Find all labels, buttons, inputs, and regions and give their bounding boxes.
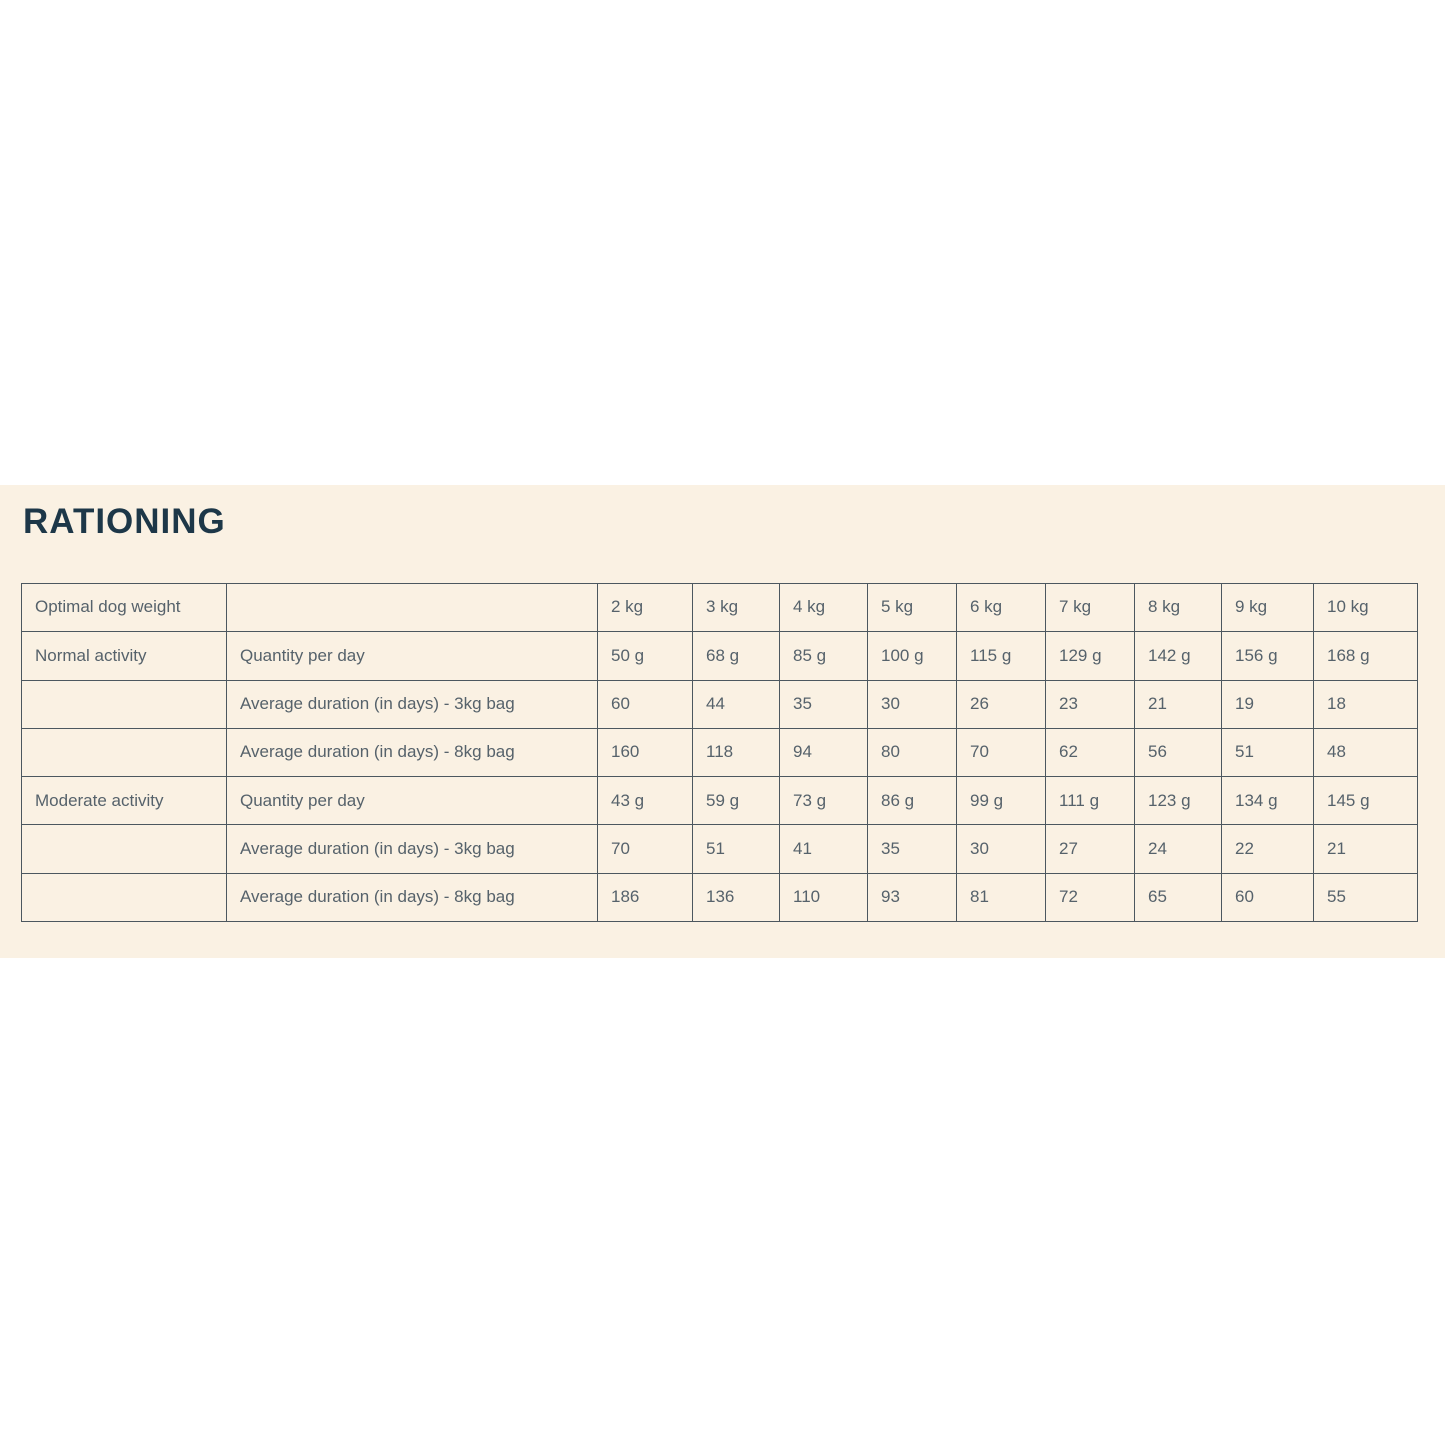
weight-header-cell: 10 kg [1314,584,1418,632]
table-row [22,777,1418,825]
weight-header-cell: 6 kg [957,584,1046,632]
value-cell: 123 g [1135,777,1222,825]
value-cell: 118 [693,728,780,776]
value-cell: 145 g [1314,777,1418,825]
activity-cell [22,825,227,873]
weight-header-cell: 9 kg [1222,584,1314,632]
value-cell: 72 [1046,873,1135,921]
value-cell: 51 [693,825,780,873]
activity-cell [22,728,227,776]
value-cell: 23 [1046,680,1135,728]
row-label-cell: Quantity per day [227,632,598,680]
value-cell: 81 [957,873,1046,921]
value-cell: 51 [1222,728,1314,776]
value-cell: 134 g [1222,777,1314,825]
row-label-cell: Average duration (in days) - 8kg bag [227,873,598,921]
value-cell: 80 [868,728,957,776]
weight-header-cell: 5 kg [868,584,957,632]
table-row [22,728,1418,776]
table-row [22,632,1418,680]
value-cell: 136 [693,873,780,921]
weight-header-cell: 2 kg [598,584,693,632]
table-row [22,680,1418,728]
value-cell: 30 [868,680,957,728]
value-cell: 27 [1046,825,1135,873]
value-cell: 93 [868,873,957,921]
value-cell: 111 g [1046,777,1135,825]
value-cell: 86 g [868,777,957,825]
value-cell: 129 g [1046,632,1135,680]
table-row [22,825,1418,873]
value-cell: 186 [598,873,693,921]
table-row [22,873,1418,921]
activity-cell [22,873,227,921]
rationing-table-body [22,584,1418,922]
value-cell: 48 [1314,728,1418,776]
value-cell: 70 [957,728,1046,776]
activity-cell: Moderate activity [22,777,227,825]
weight-header-cell: 8 kg [1135,584,1222,632]
row-label-cell: Average duration (in days) - 3kg bag [227,825,598,873]
activity-cell: Normal activity [22,632,227,680]
value-cell: 22 [1222,825,1314,873]
row-label-cell: Average duration (in days) - 8kg bag [227,728,598,776]
header-sublabel-cell [227,584,598,632]
activity-cell [22,680,227,728]
weight-header-cell: 3 kg [693,584,780,632]
value-cell: 56 [1135,728,1222,776]
value-cell: 160 [598,728,693,776]
value-cell: 68 g [693,632,780,680]
value-cell: 59 g [693,777,780,825]
value-cell: 94 [780,728,868,776]
value-cell: 35 [780,680,868,728]
value-cell: 44 [693,680,780,728]
value-cell: 168 g [1314,632,1418,680]
value-cell: 43 g [598,777,693,825]
value-cell: 41 [780,825,868,873]
row-label-cell: Average duration (in days) - 3kg bag [227,680,598,728]
value-cell: 73 g [780,777,868,825]
section-title: RATIONING [23,502,226,541]
weight-header-cell: 7 kg [1046,584,1135,632]
value-cell: 19 [1222,680,1314,728]
value-cell: 65 [1135,873,1222,921]
value-cell: 115 g [957,632,1046,680]
value-cell: 100 g [868,632,957,680]
value-cell: 26 [957,680,1046,728]
value-cell: 85 g [780,632,868,680]
weight-header-cell: 4 kg [780,584,868,632]
value-cell: 70 [598,825,693,873]
value-cell: 18 [1314,680,1418,728]
value-cell: 60 [1222,873,1314,921]
rationing-table [21,583,1418,922]
value-cell: 142 g [1135,632,1222,680]
value-cell: 60 [598,680,693,728]
row-label-cell: Quantity per day [227,777,598,825]
value-cell: 50 g [598,632,693,680]
value-cell: 99 g [957,777,1046,825]
value-cell: 30 [957,825,1046,873]
header-label-cell: Optimal dog weight [22,584,227,632]
value-cell: 110 [780,873,868,921]
value-cell: 21 [1314,825,1418,873]
table-header-row [22,584,1418,632]
rationing-section [0,485,1445,958]
value-cell: 24 [1135,825,1222,873]
value-cell: 156 g [1222,632,1314,680]
value-cell: 62 [1046,728,1135,776]
value-cell: 55 [1314,873,1418,921]
value-cell: 35 [868,825,957,873]
value-cell: 21 [1135,680,1222,728]
